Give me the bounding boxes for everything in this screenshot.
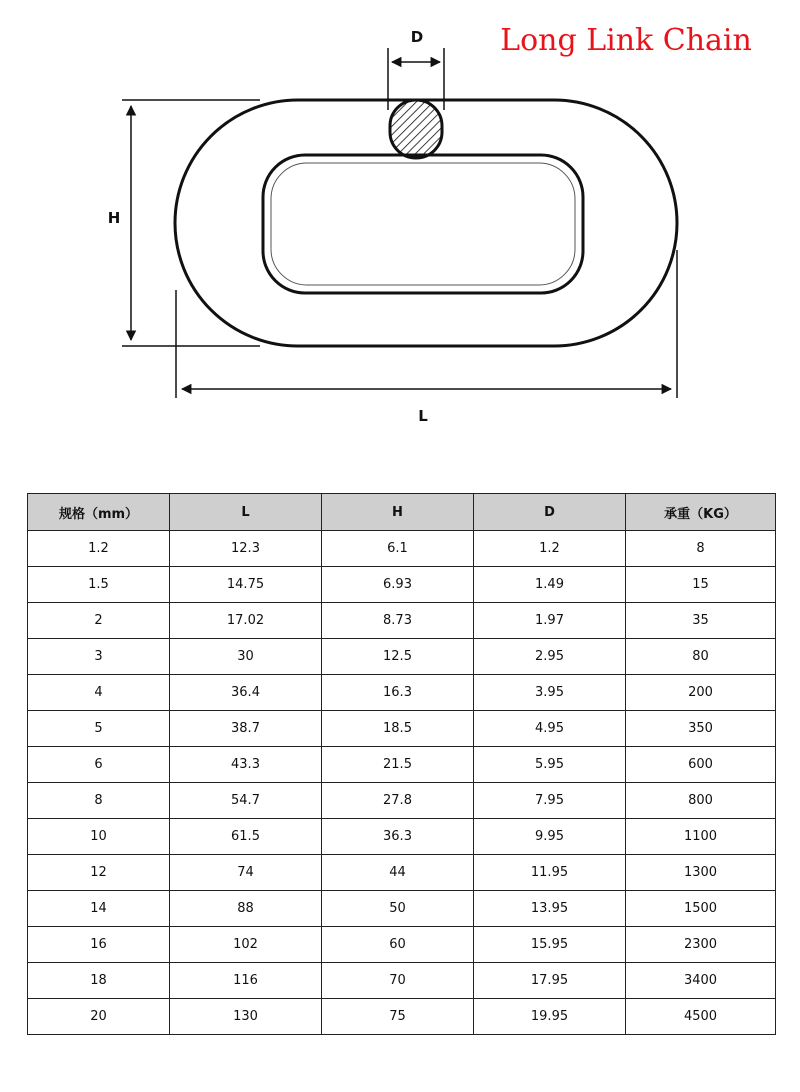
cell-size: 3 [28,639,170,675]
cell-size: 4 [28,675,170,711]
cell-load: 800 [626,783,776,819]
cell-l: 14.75 [170,567,322,603]
cell-size: 14 [28,891,170,927]
cell-h: 44 [322,855,474,891]
cell-size: 1.2 [28,531,170,567]
cell-load: 35 [626,603,776,639]
cell-d: 17.95 [474,963,626,999]
spec-table [27,493,776,1035]
cell-size: 12 [28,855,170,891]
cell-d: 4.95 [474,711,626,747]
cell-h: 36.3 [322,819,474,855]
header-l: L [170,494,322,531]
cell-size: 1.5 [28,567,170,603]
header-d: D [474,494,626,531]
cell-size: 18 [28,963,170,999]
cell-d: 2.95 [474,639,626,675]
table-row [28,783,776,819]
cell-load: 1500 [626,891,776,927]
cell-size: 6 [28,747,170,783]
table-header-row [28,494,776,531]
cell-load: 4500 [626,999,776,1035]
cell-d: 9.95 [474,819,626,855]
d-label: D [410,28,424,46]
table-row [28,963,776,999]
cell-size: 5 [28,711,170,747]
link-inner-shadow [271,163,575,285]
table-row [28,855,776,891]
cell-d: 11.95 [474,855,626,891]
cell-d: 5.95 [474,747,626,783]
cell-l: 12.3 [170,531,322,567]
cell-h: 8.73 [322,603,474,639]
cell-d: 15.95 [474,927,626,963]
header-h: H [322,494,474,531]
cell-l: 130 [170,999,322,1035]
cell-d: 1.49 [474,567,626,603]
cell-h: 18.5 [322,711,474,747]
cell-size: 8 [28,783,170,819]
table-row [28,747,776,783]
cell-l: 30 [170,639,322,675]
cell-l: 43.3 [170,747,322,783]
cell-load: 80 [626,639,776,675]
cell-load: 2300 [626,927,776,963]
cell-d: 1.2 [474,531,626,567]
link-inner-opening [263,155,583,293]
cell-l: 36.4 [170,675,322,711]
cell-load: 8 [626,531,776,567]
table-row [28,603,776,639]
table-row [28,531,776,567]
chain-link-diagram [0,0,800,450]
cell-h: 12.5 [322,639,474,675]
cell-size: 16 [28,927,170,963]
cell-d: 13.95 [474,891,626,927]
cell-l: 74 [170,855,322,891]
cell-load: 350 [626,711,776,747]
cell-l: 54.7 [170,783,322,819]
cell-size: 20 [28,999,170,1035]
table-row [28,567,776,603]
table-row [28,819,776,855]
table-row [28,639,776,675]
cell-d: 7.95 [474,783,626,819]
cell-load: 3400 [626,963,776,999]
cell-size: 10 [28,819,170,855]
diagram-title: Long Link Chain [500,23,752,58]
cell-l: 17.02 [170,603,322,639]
cell-h: 6.93 [322,567,474,603]
cell-load: 1300 [626,855,776,891]
cell-d: 1.97 [474,603,626,639]
table-row [28,711,776,747]
table-row [28,675,776,711]
cell-load: 200 [626,675,776,711]
cell-size: 2 [28,603,170,639]
cell-h: 21.5 [322,747,474,783]
cell-d: 19.95 [474,999,626,1035]
cell-h: 50 [322,891,474,927]
cell-load: 600 [626,747,776,783]
table-row [28,891,776,927]
cell-load: 15 [626,567,776,603]
header-size: 规格（mm） [28,494,170,531]
table-body [28,531,776,1035]
cell-h: 70 [322,963,474,999]
cell-d: 3.95 [474,675,626,711]
cell-load: 1100 [626,819,776,855]
cell-h: 60 [322,927,474,963]
l-label: L [418,407,428,425]
cell-h: 16.3 [322,675,474,711]
cell-l: 116 [170,963,322,999]
cell-h: 27.8 [322,783,474,819]
table-row [28,999,776,1035]
cell-l: 88 [170,891,322,927]
cell-l: 38.7 [170,711,322,747]
h-label: H [107,209,121,227]
wire-cross-section [390,100,442,158]
cell-h: 75 [322,999,474,1035]
cell-l: 102 [170,927,322,963]
cell-h: 6.1 [322,531,474,567]
table-row [28,927,776,963]
header-load: 承重（KG） [626,494,776,531]
cell-l: 61.5 [170,819,322,855]
